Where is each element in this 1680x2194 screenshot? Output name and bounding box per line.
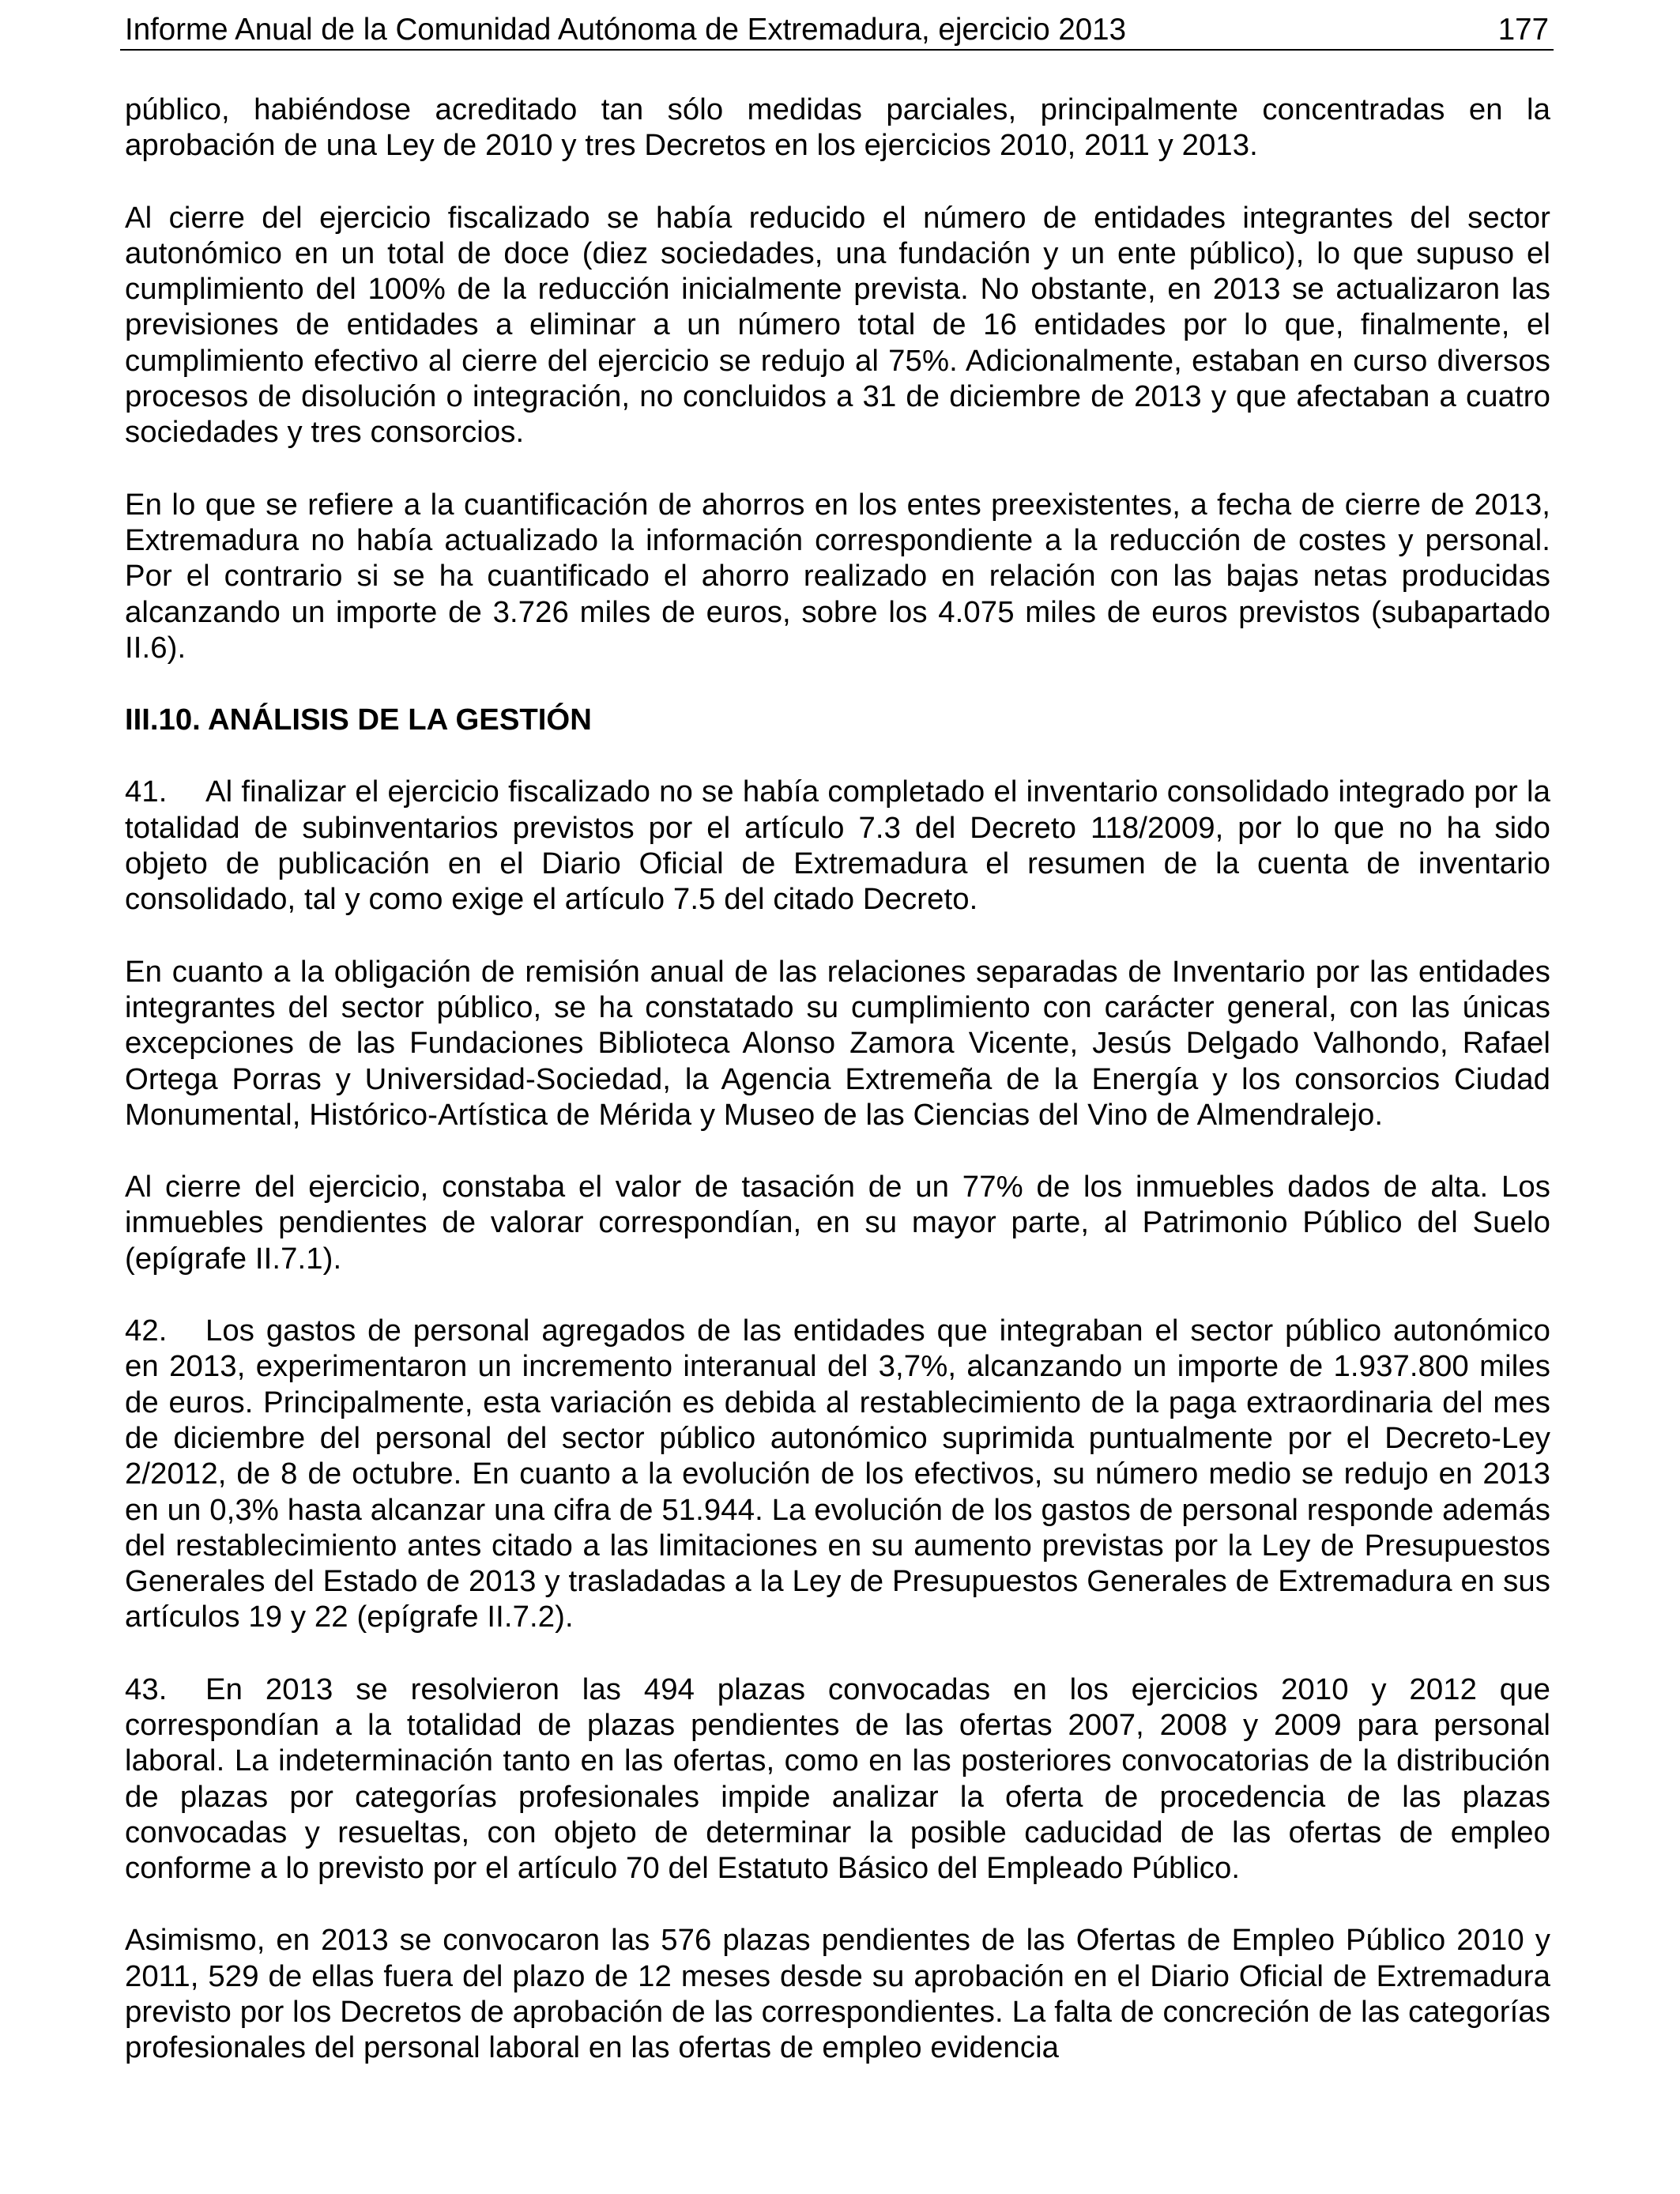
document-body (125, 92, 1550, 2102)
report-title: Informe Anual de la Comunidad Autónoma de Extremadura, ejercicio 2013 (125, 13, 1126, 47)
paragraph: Al cierre del ejercicio fiscalizado se había reducido el número de entidades integrantes del sector autonómico en un total de doce (diez sociedades, una fundación y un ente público), lo que supuso el cumplimiento del 100% de la reducción inicialmente prevista. No obstante, en 2013 se actualizaron las previsiones de entidades a eliminar a un número total de 16 entidades por lo que, finalmente, el cumplimiento efectivo al cierre del ejercicio se redujo al 75%. Adicionalmente, estaban en curso diversos procesos de disolución o integración, no concluidos a 31 de diciembre de 2013 y que afectaban a cuatro sociedades y tres consorcios. (125, 200, 1550, 450)
page-header (120, 5, 1554, 51)
paragraph: Asimismo, en 2013 se convocaron las 576 plazas pendientes de las Ofertas de Empleo Público 2010 y 2011, 529 de ellas fuera del plazo de 12 meses desde su aprobación en el Diario Oficial de Extremadura previsto por los Decretos de aprobación de las correspondientes. La falta de concreción de las categorías profesionales del personal laboral en las ofertas de empleo evidencia (125, 1923, 1550, 2065)
numbered-paragraph: 42. Los gastos de personal agregados de las entidades que integraban el sector público autonómico en 2013, experimentaron un incremento interanual del 3,7%, alcanzando un importe de 1.937.800 miles de euros. Principalmente, esta variación es debida al restablecimiento de la paga extraordinaria del mes de diciembre del personal del sector público autonómico suprimida puntualmente por el Decreto-Ley 2/2012, de 8 de octubre. En cuanto a la evolución de los efectivos, su número medio se redujo en 2013 en un 0,3% hasta alcanzar una cifra de 51.944. La evolución de los gastos de personal responde además del restablecimiento antes citado a las limitaciones en su aumento previstas por la Ley de Presupuestos Generales del Estado de 2013 y trasladadas a la Ley de Presupuestos Generales de Extremadura en sus artículos 19 y 22 (epígrafe II.7.2). (125, 1314, 1550, 1634)
paragraph-number: 43. (125, 1672, 168, 1706)
paragraph: público, habiéndose acreditado tan sólo medidas parciales, principalmente concentradas en la aprobación de una Ley de 2010 y tres Decretos en los ejercicios 2010, 2011 y 2013. (125, 92, 1550, 163)
paragraph: En lo que se refiere a la cuantificación de ahorros en los entes preexistentes, a fecha de cierre de 2013, Extremadura no había actualizado la información correspondiente a la reducción de costes y personal. Por el contrario si se ha cuantificado el ahorro realizado en relación con las bajas netas producidas alcanzando un importe de 3.726 miles de euros, sobre los 4.075 miles de euros previstos (subapartado II.6). (125, 487, 1550, 665)
paragraph: Al cierre del ejercicio, constaba el valor de tasación de un 77% de los inmuebles dados de alta. Los inmuebles pendientes de valorar correspondían, en su mayor parte, al Patrimonio Público del Suelo (epígrafe II.7.1). (125, 1170, 1550, 1276)
numbered-paragraph: 41. Al finalizar el ejercicio fiscalizado no se había completado el inventario consolidado integrado por la totalidad de subinventarios previstos por el artículo 7.3 del Decreto 118/2009, por lo que no ha sido objeto de publicación en el Diario Oficial de Extremadura el resumen de la cuenta de inventario consolidado, tal y como exige el artículo 7.5 del citado Decreto. (125, 775, 1550, 917)
paragraph-number: 41. (125, 775, 168, 809)
page-number: 177 (1497, 13, 1549, 47)
paragraph: En cuanto a la obligación de remisión anual de las relaciones separadas de Inventario por las entidades integrantes del sector público, se ha constatado su cumplimiento con carácter general, con las únicas excepciones de las Fundaciones Biblioteca Alonso Zamora Vicente, Jesús Delgado Valhondo, Rafael Ortega Porras y Universidad-Sociedad, la Agencia Extremeña de la Energía y los consorcios Ciudad Monumental, Histórico-Artística de Mérida y Museo de las Ciencias del Vino de Almendralejo. (125, 954, 1550, 1132)
paragraph-number: 42. (125, 1314, 168, 1348)
numbered-paragraph: 43. En 2013 se resolvieron las 494 plazas convocadas en los ejercicios 2010 y 2012 que correspondían a la totalidad de plazas pendientes de las ofertas 2007, 2008 y 2009 para personal laboral. La indeterminación tanto en las ofertas, como en las posteriores convocatorias de la distribución de plazas por categorías profesionales impide analizar la oferta de procedencia de las plazas convocadas y resueltas, con objeto de determinar la posible caducidad de las ofertas de empleo conforme a lo previsto por el artículo 70 del Estatuto Básico del Empleado Público. (125, 1672, 1550, 1886)
section-heading: III.10. ANÁLISIS DE LA GESTIÓN (125, 703, 592, 737)
